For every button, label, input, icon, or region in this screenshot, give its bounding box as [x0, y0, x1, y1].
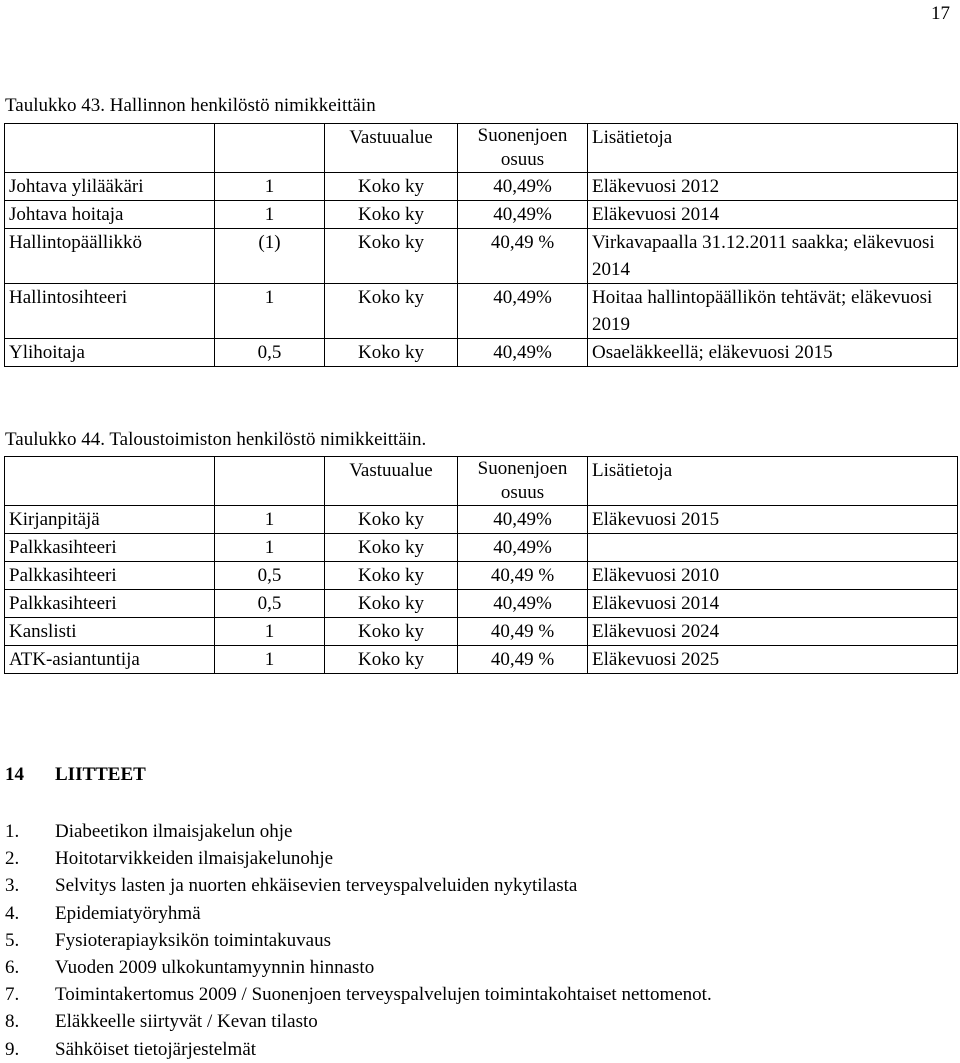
cell-count: 0,5: [215, 562, 325, 590]
cell-title: Ylihoitaja: [5, 339, 215, 367]
list-item-number: 5.: [5, 929, 20, 951]
cell-area: Koko ky: [325, 646, 458, 674]
cell-share: 40,49%: [458, 339, 588, 367]
cell-notes: Eläkevuosi 2012: [588, 173, 958, 201]
table-43-caption: Taulukko 43. Hallinnon henkilöstö nimikkeittäin: [5, 95, 376, 116]
section-number: 14: [5, 764, 24, 785]
header-count-empty: [215, 457, 325, 506]
cell-notes: Eläkevuosi 2010: [588, 562, 958, 590]
cell-count: 1: [215, 284, 325, 339]
list-item-text: Diabeetikon ilmaisjakelun ohje: [55, 821, 293, 842]
cell-count: 1: [215, 201, 325, 229]
list-item-text: Vuoden 2009 ulkokuntamyynnin hinnasto: [55, 956, 375, 978]
table-row: [5, 534, 958, 562]
table-row: [5, 618, 958, 646]
header-notes: Lisätietoja: [588, 457, 958, 506]
list-item-number: 1.: [5, 821, 20, 842]
cell-title: Hallintopäällikkö: [5, 229, 215, 284]
table-row: [5, 173, 958, 201]
cell-notes: Osaeläkkeellä; eläkevuosi 2015: [588, 339, 958, 367]
cell-notes: [588, 534, 958, 562]
cell-area: Koko ky: [325, 562, 458, 590]
table-43: [4, 123, 958, 367]
cell-count: 1: [215, 506, 325, 534]
table-44: [4, 456, 958, 674]
list-item: [5, 900, 712, 927]
header-title-empty: [5, 457, 215, 506]
cell-share: 40,49%: [458, 506, 588, 534]
list-item-number: 6.: [5, 956, 20, 978]
cell-area: Koko ky: [325, 229, 458, 284]
header-area: Vastuualue: [325, 457, 458, 506]
cell-notes: Eläkevuosi 2014: [588, 201, 958, 229]
list-item-number: 2.: [5, 848, 20, 870]
list-item-text: Toimintakertomus 2009 / Suonenjoen terveyspalvelujen toimintakohtaiset nettomenot.: [55, 984, 712, 1006]
list-item: [5, 818, 712, 845]
cell-area: Koko ky: [325, 618, 458, 646]
cell-title: Hallintosihteeri: [5, 284, 215, 339]
list-item-text: Hoitotarvikkeiden ilmaisjakelunohje: [55, 848, 334, 870]
cell-share: 40,49%: [458, 590, 588, 618]
cell-notes: Virkavapaalla 31.12.2011 saakka; eläkevuosi 2014: [588, 229, 958, 284]
cell-area: Koko ky: [325, 590, 458, 618]
cell-title: Palkkasihteeri: [5, 534, 215, 562]
header-title-empty: [5, 124, 215, 173]
list-item-text: Fysioterapiayksikön toimintakuvaus: [55, 929, 332, 951]
cell-share: 40,49 %: [458, 562, 588, 590]
cell-title: ATK-asiantuntija: [5, 646, 215, 674]
header-count-empty: [215, 124, 325, 173]
cell-area: Koko ky: [325, 339, 458, 367]
header-area: Vastuualue: [325, 124, 458, 173]
list-item: [5, 927, 712, 954]
cell-count: 1: [215, 173, 325, 201]
cell-title: Johtava ylilääkäri: [5, 173, 215, 201]
cell-share: 40,49 %: [458, 618, 588, 646]
table-row: [5, 339, 958, 367]
cell-title: Kanslisti: [5, 618, 215, 646]
header-share: Suonenjoen osuus: [458, 457, 588, 506]
cell-share: 40,49%: [458, 173, 588, 201]
list-item-number: 3.: [5, 875, 20, 897]
cell-title: Johtava hoitaja: [5, 201, 215, 229]
cell-count: 1: [215, 646, 325, 674]
cell-notes: Eläkevuosi 2015: [588, 506, 958, 534]
cell-area: Koko ky: [325, 506, 458, 534]
cell-share: 40,49%: [458, 284, 588, 339]
list-item: [5, 981, 712, 1008]
page-number: 17: [931, 3, 950, 24]
list-item-text: Sähköiset tietojärjestelmät: [55, 1038, 257, 1060]
list-item: [5, 1036, 712, 1063]
cell-title: Palkkasihteeri: [5, 590, 215, 618]
list-item: [5, 845, 712, 872]
table-row: [5, 284, 958, 339]
cell-share: 40,49 %: [458, 646, 588, 674]
cell-share: 40,49%: [458, 534, 588, 562]
list-item-text: Selvitys lasten ja nuorten ehkäisevien terveyspalveluiden nykytilasta: [55, 875, 578, 897]
list-item-number: 9.: [5, 1038, 20, 1060]
list-item-text: Epidemiatyöryhmä: [55, 902, 201, 924]
cell-notes: Eläkevuosi 2014: [588, 590, 958, 618]
table-header-row: [5, 124, 958, 173]
table-row: [5, 590, 958, 618]
list-item-number: 7.: [5, 984, 20, 1006]
table-row: [5, 201, 958, 229]
header-share: Suonenjoen osuus: [458, 124, 588, 173]
list-item: [5, 954, 712, 981]
table-header-row: [5, 457, 958, 506]
table-row: [5, 562, 958, 590]
table-44-caption: Taulukko 44. Taloustoimiston henkilöstö nimikkeittäin.: [5, 429, 427, 450]
cell-notes: Hoitaa hallintopäällikön tehtävät; eläkevuosi 2019: [588, 284, 958, 339]
cell-area: Koko ky: [325, 173, 458, 201]
list-item-number: 4.: [5, 902, 20, 924]
cell-count: (1): [215, 229, 325, 284]
cell-count: 0,5: [215, 339, 325, 367]
cell-notes: Eläkevuosi 2024: [588, 618, 958, 646]
cell-share: 40,49 %: [458, 229, 588, 284]
list-item-text: Eläkkeelle siirtyvät / Kevan tilasto: [55, 1011, 318, 1033]
header-notes: Lisätietoja: [588, 124, 958, 173]
table-row: [5, 229, 958, 284]
cell-count: 1: [215, 534, 325, 562]
cell-count: 0,5: [215, 590, 325, 618]
table-row: [5, 646, 958, 674]
table-row: [5, 506, 958, 534]
list-item: [5, 1008, 712, 1035]
list-item-number: 8.: [5, 1011, 20, 1033]
cell-count: 1: [215, 618, 325, 646]
section-title: LIITTEET: [55, 764, 146, 785]
cell-notes: Eläkevuosi 2025: [588, 646, 958, 674]
list-item: [5, 872, 712, 899]
cell-area: Koko ky: [325, 534, 458, 562]
cell-title: Kirjanpitäjä: [5, 506, 215, 534]
section-heading-attachments: [5, 764, 146, 787]
cell-area: Koko ky: [325, 284, 458, 339]
cell-share: 40,49%: [458, 201, 588, 229]
cell-area: Koko ky: [325, 201, 458, 229]
attachments-list: [5, 818, 712, 1063]
cell-title: Palkkasihteeri: [5, 562, 215, 590]
